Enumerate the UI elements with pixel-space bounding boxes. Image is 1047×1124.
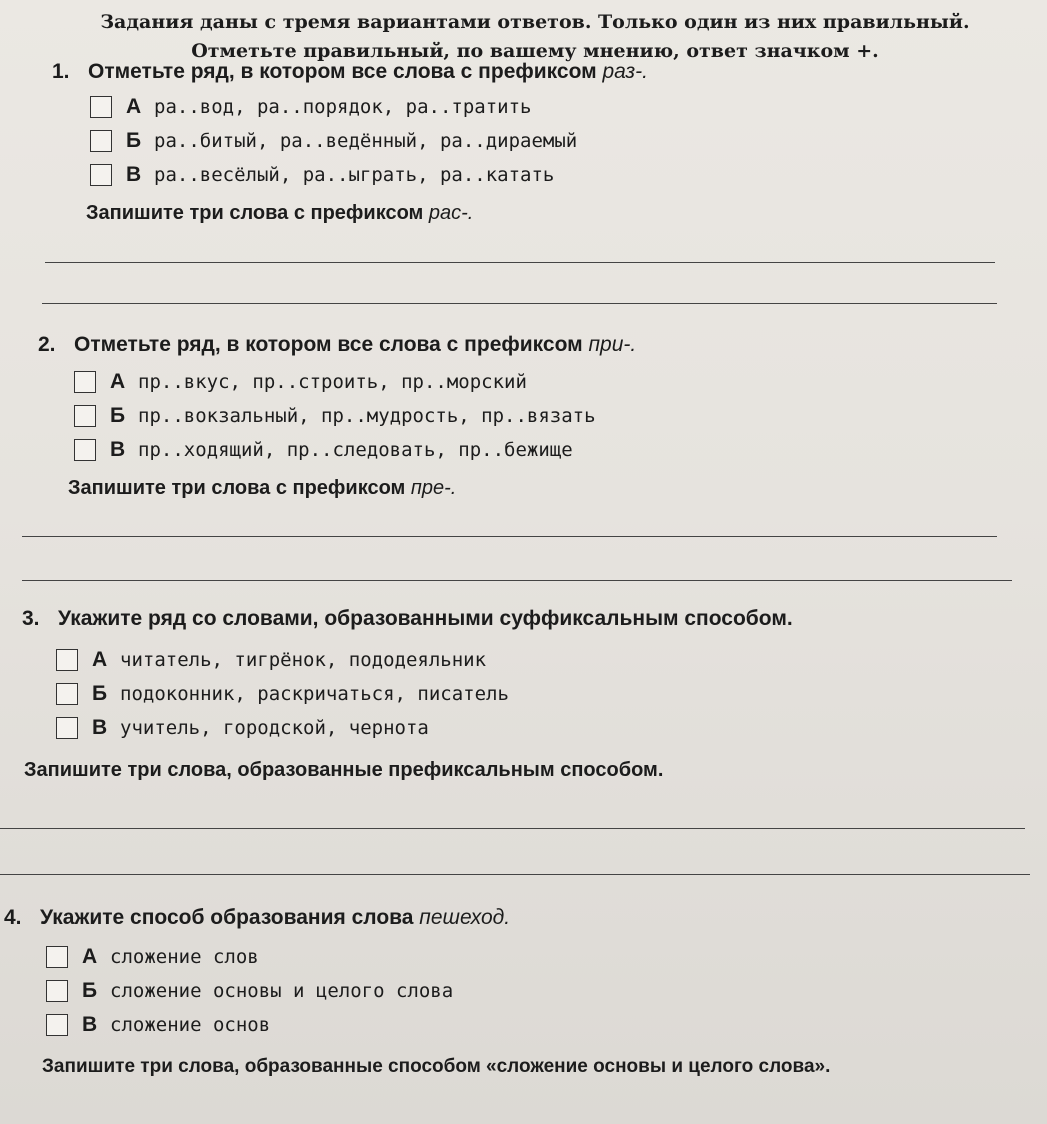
- option-text: подоконник, раскричаться, писатель: [120, 683, 509, 705]
- answer-checkbox[interactable]: [46, 980, 68, 1002]
- option-text: пр..вкус, пр..строить, пр..морский: [138, 371, 527, 393]
- question-4-emphasis: пешеход.: [419, 906, 511, 929]
- option-text: сложение основы и целого слова: [110, 980, 454, 1002]
- option-letter: А: [126, 95, 142, 118]
- option-text: читатель, тигрёнок, пододеяльник: [120, 649, 487, 671]
- option-text: пр..ходящий, пр..следовать, пр..бежище: [138, 439, 573, 461]
- question-1-text: Отметьте ряд, в котором все слова с префиксом: [88, 60, 603, 83]
- question-3-number: 3.: [22, 607, 40, 630]
- instructions-line-2: Отметьте правильный, по вашему мнению, ответ значком +.: [191, 40, 879, 62]
- question-2-option-b[interactable]: [74, 399, 636, 433]
- write-task-text: Запишите три слова, образованные префиксальным способом.: [24, 759, 664, 781]
- question-2-title: [38, 333, 636, 357]
- question-4-option-a[interactable]: [46, 940, 830, 974]
- answer-line[interactable]: [45, 262, 995, 263]
- question-2-option-a[interactable]: [74, 365, 636, 399]
- answer-line[interactable]: [42, 303, 997, 304]
- option-text: учитель, городской, чернота: [120, 717, 429, 739]
- write-task-emphasis: рас-.: [428, 202, 474, 224]
- option-letter: В: [126, 163, 142, 186]
- question-2-emphasis: при-.: [588, 333, 637, 356]
- option-letter: Б: [92, 682, 108, 705]
- question-3-title: [22, 607, 793, 631]
- question-1-number: 1.: [52, 60, 70, 83]
- instructions: [55, 8, 1015, 66]
- answer-checkbox[interactable]: [56, 717, 78, 739]
- option-text: сложение основ: [110, 1014, 271, 1036]
- write-task-emphasis: пре-.: [410, 477, 457, 499]
- option-text: сложение слов: [110, 946, 259, 968]
- answer-checkbox[interactable]: [90, 130, 112, 152]
- question-2: [38, 333, 636, 500]
- instructions-line-1: Задания даны с тремя вариантами ответов. Только один из них правильный.: [100, 11, 970, 33]
- option-letter: А: [110, 370, 126, 393]
- answer-checkbox[interactable]: [90, 96, 112, 118]
- question-1-title: [52, 60, 648, 84]
- question-1-option-a[interactable]: [90, 90, 648, 124]
- answer-checkbox[interactable]: [56, 683, 78, 705]
- answer-line[interactable]: [0, 874, 1030, 875]
- answer-checkbox[interactable]: [90, 164, 112, 186]
- option-letter: В: [82, 1013, 98, 1036]
- question-4-text: Укажите способ образования слова: [40, 906, 420, 929]
- answer-checkbox[interactable]: [74, 405, 96, 427]
- option-letter: В: [92, 716, 108, 739]
- answer-checkbox[interactable]: [74, 439, 96, 461]
- question-2-text: Отметьте ряд, в котором все слова с префиксом: [74, 333, 589, 356]
- option-text: ра..вод, ра..порядок, ра..тратить: [154, 96, 532, 118]
- answer-checkbox[interactable]: [46, 946, 68, 968]
- question-4-option-b[interactable]: [46, 974, 830, 1008]
- answer-checkbox[interactable]: [46, 1014, 68, 1036]
- question-3: [22, 607, 793, 782]
- answer-line[interactable]: [22, 580, 1012, 581]
- question-1: [52, 60, 648, 225]
- option-text: пр..вокзальный, пр..мудрость, пр..вязать: [138, 405, 596, 427]
- option-letter: Б: [126, 129, 142, 152]
- question-4-number: 4.: [4, 906, 22, 929]
- option-letter: Б: [82, 979, 98, 1002]
- answer-checkbox[interactable]: [74, 371, 96, 393]
- question-3-text: Укажите ряд со словами, образованными суффиксальным способом.: [58, 607, 793, 630]
- question-3-write-task: [24, 759, 793, 782]
- question-4-title: [4, 906, 830, 930]
- question-2-number: 2.: [38, 333, 56, 356]
- option-text: ра..битый, ра..ведённый, ра..дираемый: [154, 130, 578, 152]
- question-4: [4, 906, 830, 1078]
- option-letter: А: [82, 945, 98, 968]
- write-task-text: Запишите три слова с префиксом: [68, 477, 411, 499]
- option-letter: А: [92, 648, 108, 671]
- question-1-write-task: [86, 202, 648, 225]
- question-3-option-c[interactable]: [56, 711, 793, 745]
- answer-line[interactable]: [22, 536, 997, 537]
- question-1-emphasis: раз-.: [602, 60, 648, 83]
- question-3-option-a[interactable]: [56, 643, 793, 677]
- question-1-option-c[interactable]: [90, 158, 648, 192]
- option-letter: В: [110, 438, 126, 461]
- question-4-write-task: [42, 1056, 830, 1078]
- option-text: ра..весёлый, ра..ыграть, ра..катать: [154, 164, 555, 186]
- write-task-text: Запишите три слова, образованные способом «сложение основы и целого слова».: [42, 1056, 831, 1077]
- question-3-option-b[interactable]: [56, 677, 793, 711]
- answer-line[interactable]: [0, 828, 1025, 829]
- question-1-option-b[interactable]: [90, 124, 648, 158]
- write-task-text: Запишите три слова с префиксом: [86, 202, 429, 224]
- question-2-option-c[interactable]: [74, 433, 636, 467]
- answer-checkbox[interactable]: [56, 649, 78, 671]
- question-2-write-task: [68, 477, 636, 500]
- question-4-option-c[interactable]: [46, 1008, 830, 1042]
- option-letter: Б: [110, 404, 126, 427]
